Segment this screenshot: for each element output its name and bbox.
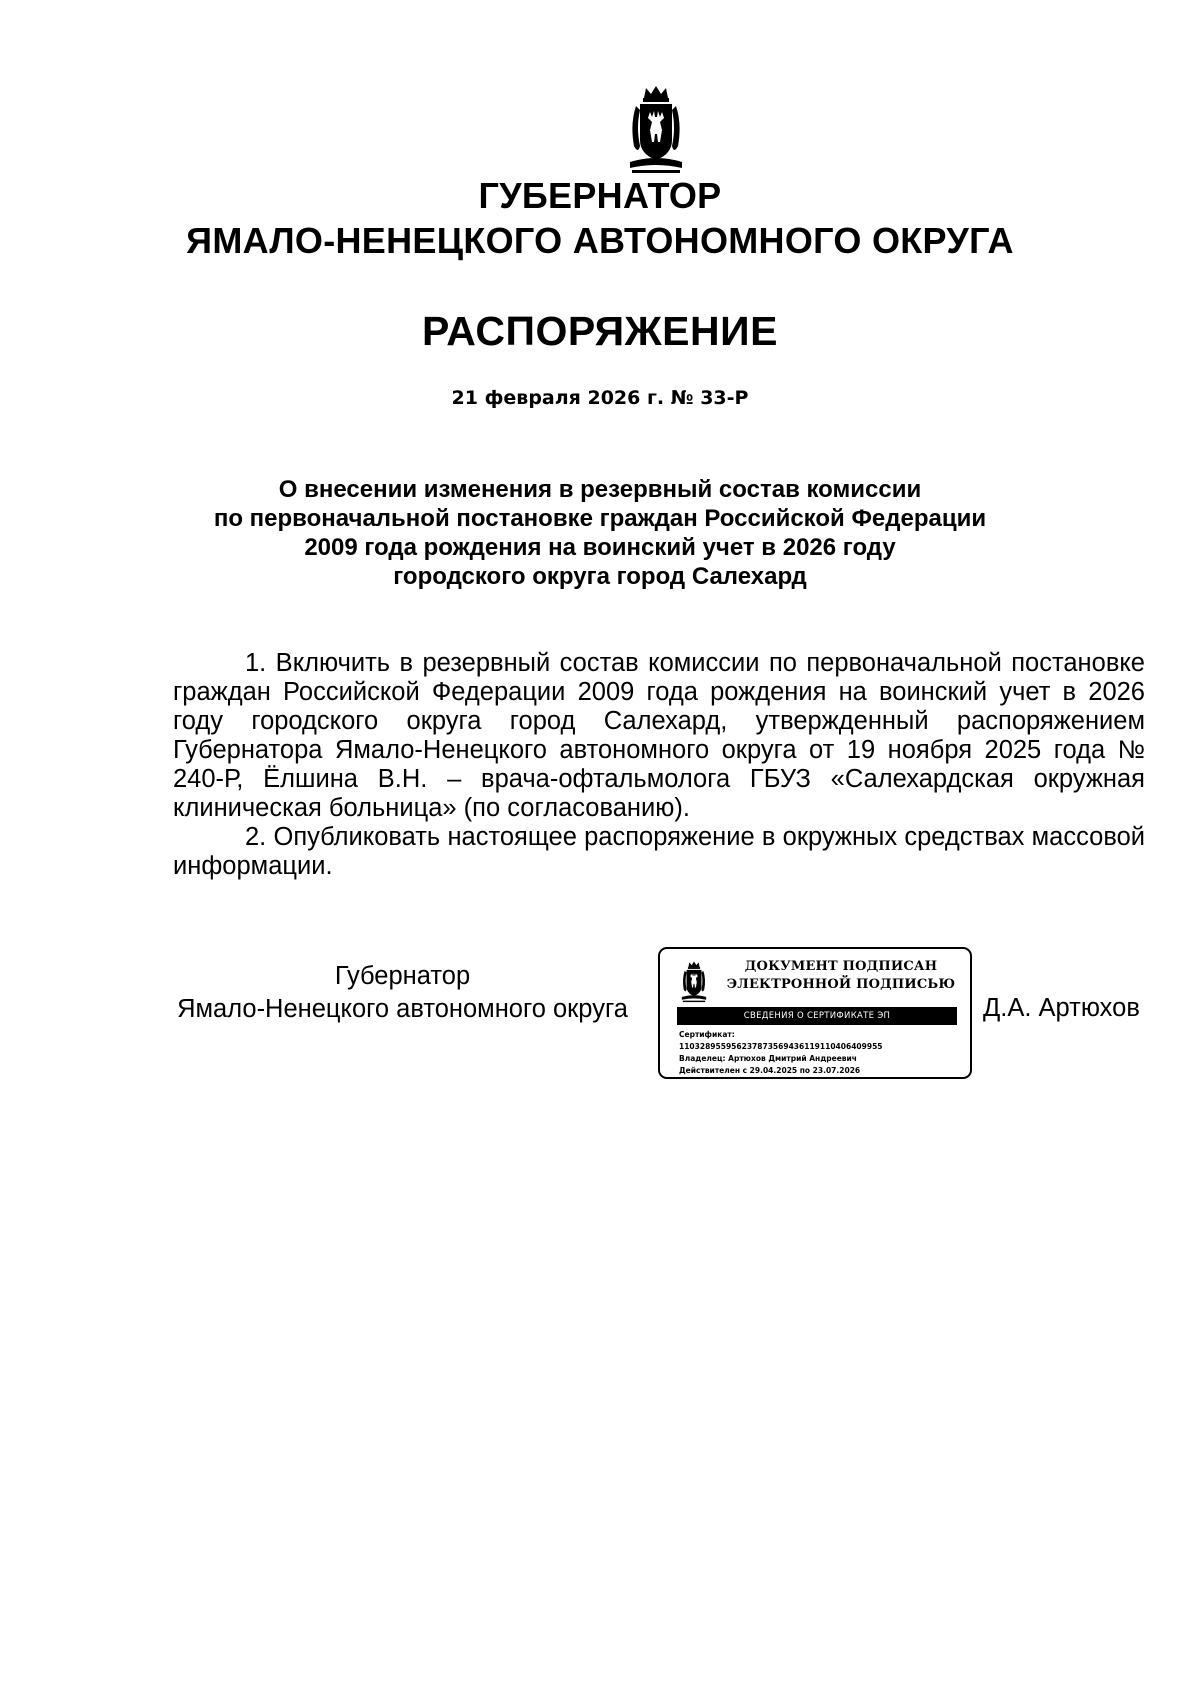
document-body — [173, 649, 1145, 881]
subject-line: 2009 года рождения на воинский учет в 2026 году — [304, 534, 896, 561]
authority-title-line-1: ГУБЕРНАТОР — [478, 175, 722, 216]
document-subject — [160, 475, 1040, 591]
body-paragraph-2: 2. Опубликовать настоящее распоряжение в окружных средствах массовой информации. — [173, 823, 1145, 880]
document-type-title: РАСПОРЯЖЕНИЕ — [422, 308, 778, 354]
signatory-role-line-2: Ямало-Ненецкого автономного округа — [177, 995, 628, 1023]
esig-certificate-info — [679, 1029, 964, 1077]
esig-owner: Владелец: Артюхов Дмитрий Андреевич — [679, 1054, 857, 1063]
signatory-name: Д.А. Артюхов — [983, 994, 1140, 1022]
signatory-role — [160, 960, 645, 1026]
document-date-number: 21 февраля 2026 г. № 33-Р — [451, 387, 749, 409]
subject-line: О внесении изменения в резервный состав комиссии — [278, 476, 922, 503]
esig-certificate-number: 110328955956237873569436119110406409955 — [679, 1042, 883, 1051]
yamal-coat-of-arms-icon — [680, 959, 708, 1005]
authority-title-line-2: ЯМАЛО-НЕНЕЦКОГО АВТОНОМНОГО ОКРУГА — [186, 220, 1014, 261]
esig-certificate-label: Сертификат: — [679, 1030, 735, 1039]
esig-validity: Действителен с 29.04.2025 по 23.07.2026 — [679, 1066, 861, 1075]
subject-line: по первоначальной постановке граждан Российской Федерации — [213, 505, 987, 532]
esig-title-line-1: ДОКУМЕНТ ПОДПИСАН — [744, 959, 938, 974]
yamal-coat-of-arms-icon — [626, 84, 686, 176]
electronic-signature-stamp — [658, 947, 972, 1079]
body-paragraph-1: 1. Включить в резервный состав комиссии по первоначальной постановке граждан Российской Федерации 2009 года рождения на воинский учет в 2026 году городского округа город Салехард, утвержденный распоряжением Губернатора Ямало-Ненецкого автономного округа от 19 ноября 2025 года № 240-Р, Ёлшина В.Н. – врача-офтальмолога ГБУЗ «Салехардская окружная клиническая больница» (по согласованию). — [173, 649, 1145, 822]
signatory-role-line-1: Губернатор — [334, 962, 471, 990]
esig-title — [722, 958, 960, 994]
esig-title-line-2: ЭЛЕКТРОННОЙ ПОДПИСЬЮ — [726, 977, 956, 992]
esig-certificate-bar: СВЕДЕНИЯ О СЕРТИФИКАТЕ ЭП — [677, 1007, 957, 1025]
subject-line: городского округа город Салехард — [393, 563, 807, 590]
